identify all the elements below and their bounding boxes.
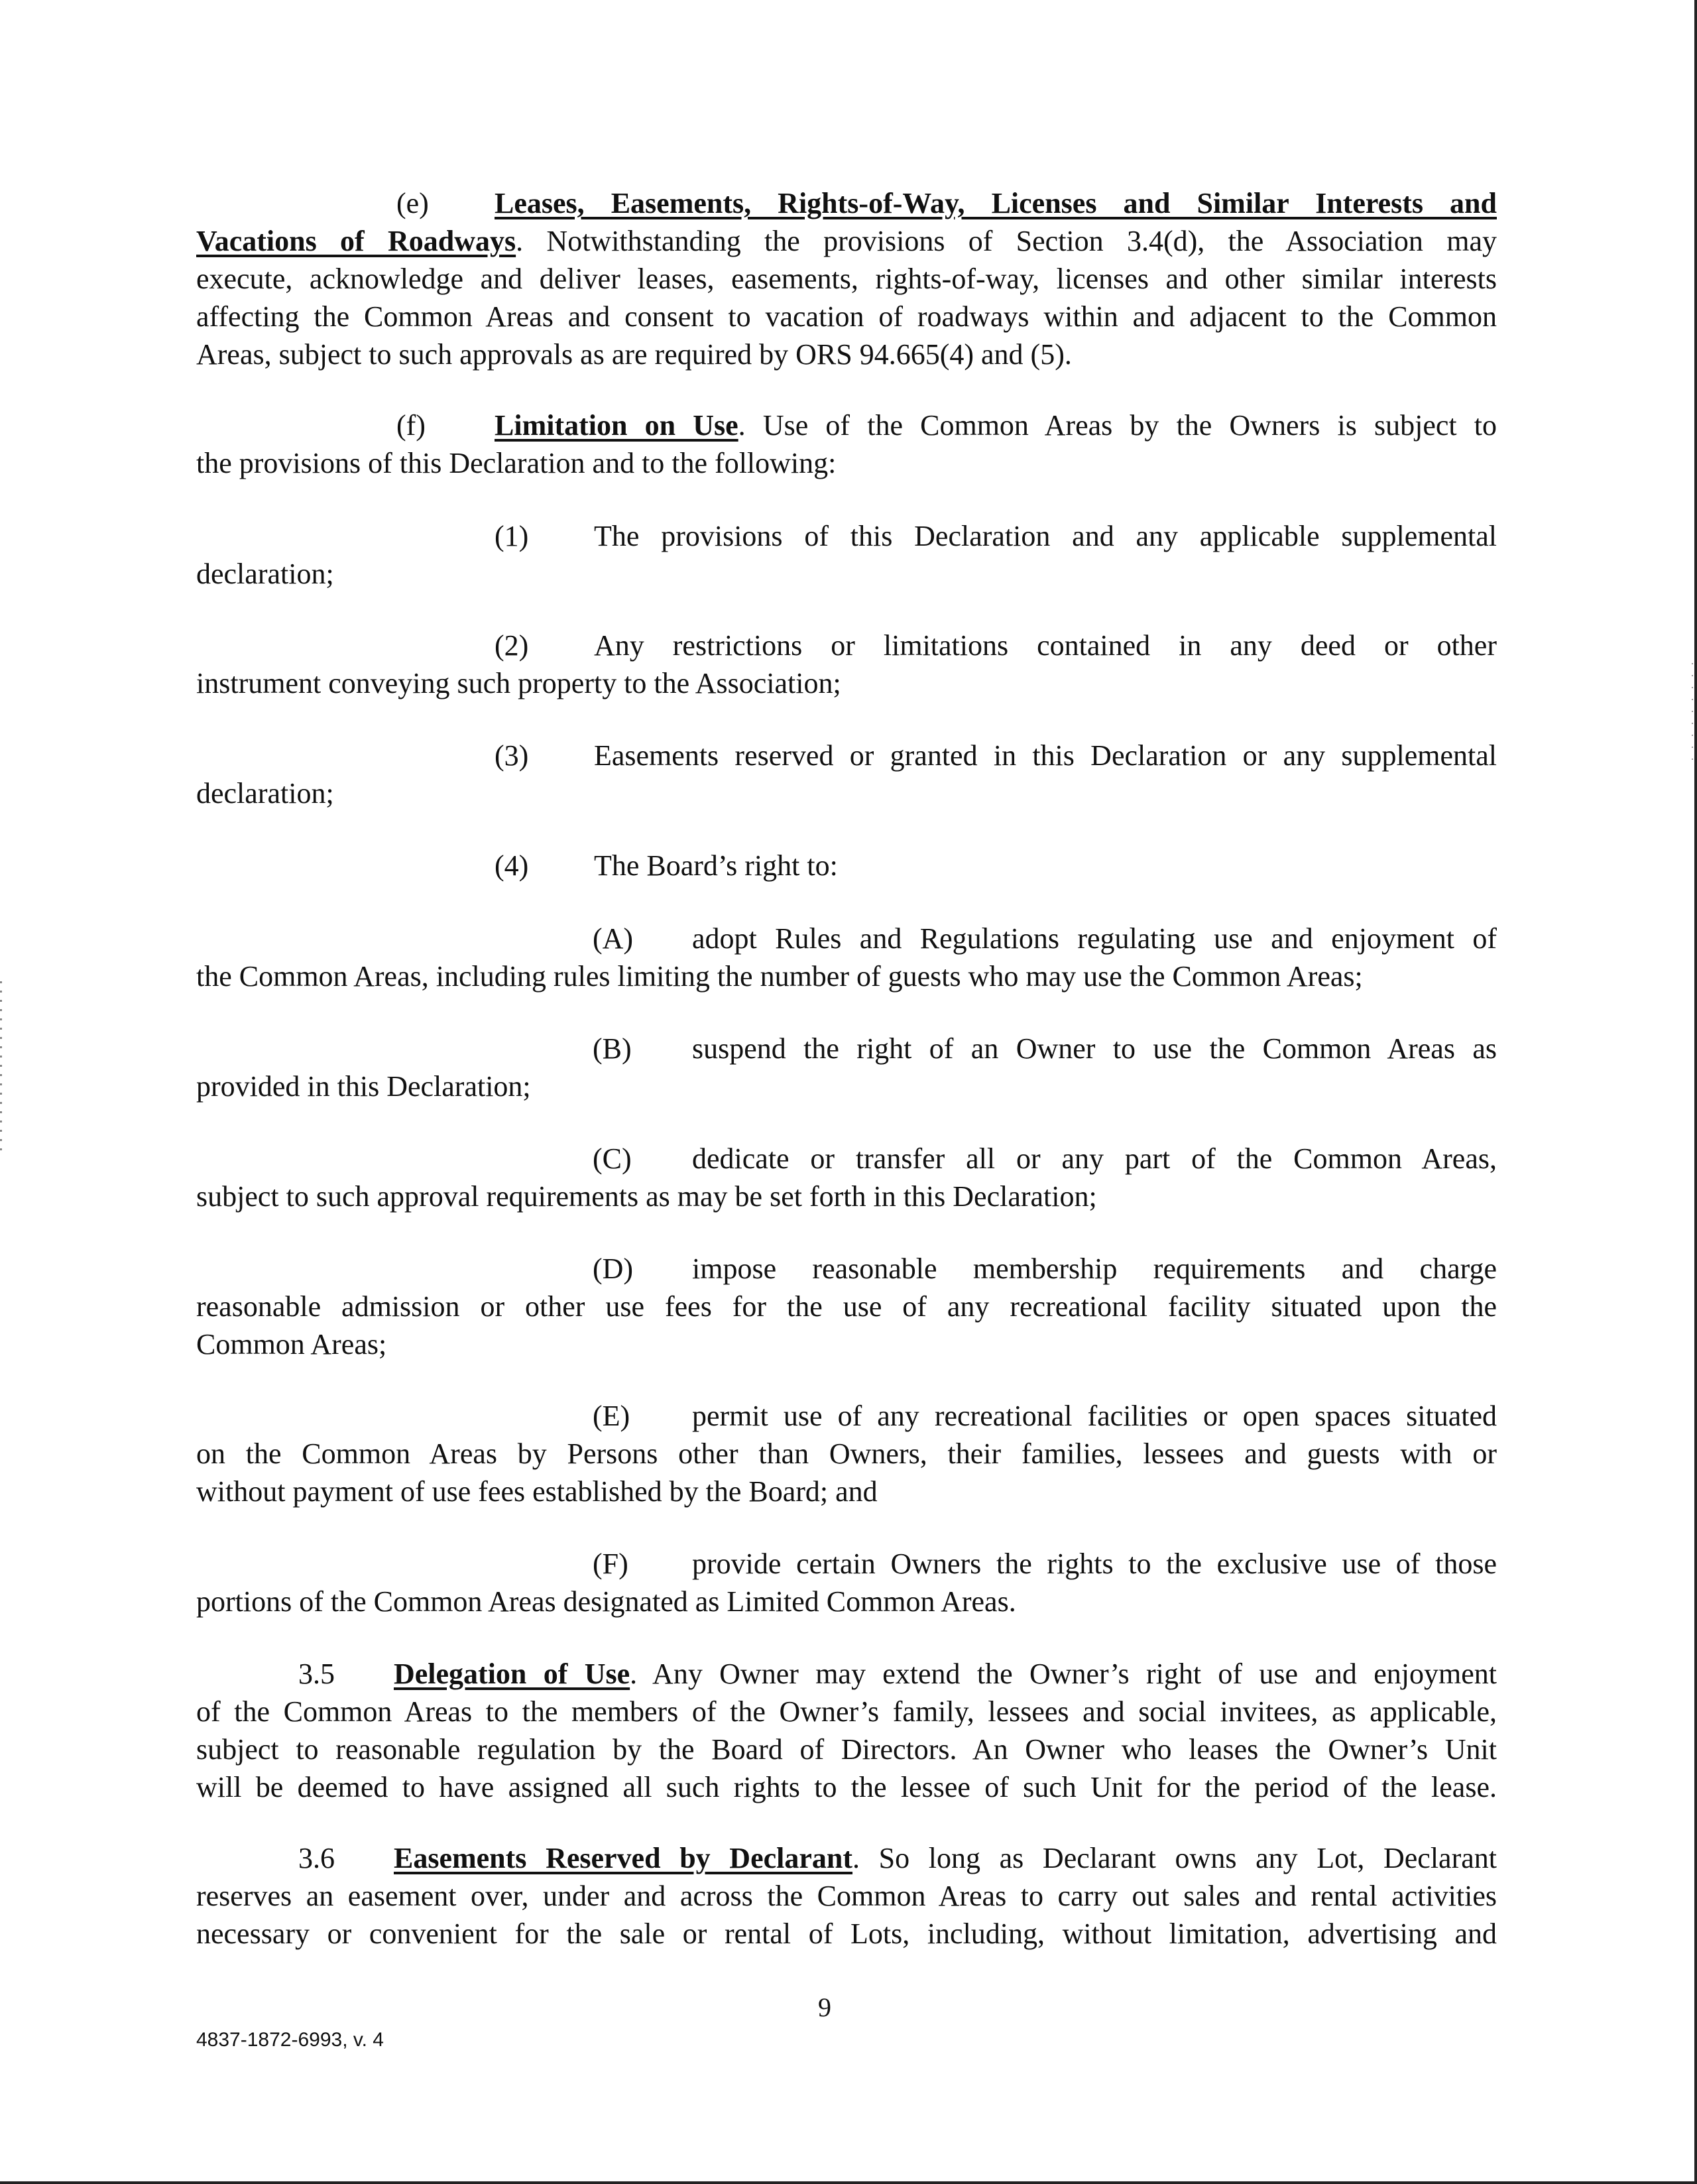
subitem-e-label: (E) bbox=[593, 1400, 630, 1432]
subitem-d-line-2: reasonable admission or other use fees for the use of any recreational facility situated upon the bbox=[196, 1290, 1497, 1323]
section-e bbox=[196, 184, 1497, 373]
section-e-text: . Notwithstanding the provisions of Section 3.4(d), the Association may bbox=[516, 225, 1497, 257]
subitem-c-label: (C) bbox=[593, 1142, 632, 1175]
subitem-f bbox=[196, 1545, 1497, 1620]
subitem-c-text: dedicate or transfer all or any part of the Common Areas, bbox=[692, 1142, 1497, 1175]
item-4-line-1 bbox=[196, 847, 1497, 884]
item-3-line-1 bbox=[196, 737, 1497, 774]
section-3-6-line-2: reserves an easement over, under and across the Common Areas to carry out sales and rental activities bbox=[196, 1880, 1497, 1912]
scan-edge-bottom bbox=[0, 2181, 1697, 2184]
section-e-line-4: affecting the Common Areas and consent to vacation of roadways within and adjacent to the Common bbox=[196, 300, 1497, 333]
scan-margin-marks-right bbox=[1692, 663, 1693, 769]
subitem-d bbox=[196, 1250, 1497, 1363]
item-2-text: Any restrictions or limitations contained in any deed or other bbox=[594, 629, 1497, 662]
section-3-5-text: . Any Owner may extend the Owner’s right of use and enjoyment bbox=[630, 1658, 1497, 1690]
section-3-5-heading: Delegation of Use bbox=[394, 1658, 630, 1690]
section-3-5-label: 3.5 bbox=[298, 1658, 335, 1690]
scan-edge-right bbox=[1694, 0, 1697, 2184]
subitem-a-line-1 bbox=[196, 920, 1497, 957]
subitem-b-line-2: provided in this Declaration; bbox=[196, 1070, 531, 1103]
subitem-e-line-2: on the Common Areas by Persons other than Owners, their families, lessees and guests with or bbox=[196, 1437, 1497, 1470]
section-e-line-1 bbox=[196, 184, 1497, 222]
item-3 bbox=[196, 737, 1497, 812]
item-2-line-1 bbox=[196, 627, 1497, 664]
subitem-c-line-1 bbox=[196, 1140, 1497, 1178]
item-1 bbox=[196, 517, 1497, 593]
item-3-label: (3) bbox=[495, 739, 529, 772]
item-1-text: The provisions of this Declaration and any applicable supplemental bbox=[594, 520, 1497, 552]
section-f-text: . Use of the Common Areas by the Owners is subject to bbox=[738, 409, 1497, 442]
subitem-d-line-3: Common Areas; bbox=[196, 1328, 387, 1361]
section-3-6-line-3: necessary or convenient for the sale or rental of Lots, including, without limitation, advertising and bbox=[196, 1917, 1497, 1950]
subitem-b-line-1 bbox=[196, 1030, 1497, 1067]
subitem-b-text: suspend the right of an Owner to use the Common Areas as bbox=[692, 1032, 1497, 1065]
section-3-6-text: . So long as Declarant owns any Lot, Declarant bbox=[852, 1842, 1497, 1874]
document-id: 4837-1872-6993, v. 4 bbox=[196, 2029, 384, 2051]
section-3-5-line-4: will be deemed to have assigned all such rights to the lessee of such Unit for the period of the lease. bbox=[196, 1771, 1497, 1803]
subitem-e-line-1 bbox=[196, 1397, 1497, 1435]
section-f-line-1 bbox=[196, 406, 1497, 444]
subitem-c bbox=[196, 1140, 1497, 1215]
subitem-c-line-2: subject to such approval requirements as may be set forth in this Declaration; bbox=[196, 1180, 1097, 1213]
scan-margin-marks bbox=[0, 981, 2, 1154]
item-4-label: (4) bbox=[495, 849, 529, 882]
page-number: 9 bbox=[818, 1992, 831, 2022]
subitem-e bbox=[196, 1397, 1497, 1510]
item-3-text: Easements reserved or granted in this Declaration or any supplemental bbox=[594, 739, 1497, 772]
section-f-label: (f) bbox=[396, 409, 426, 442]
section-3-5-line-2: of the Common Areas to the members of the Owner’s family, lessees and social invitees, as applicable, bbox=[196, 1695, 1497, 1728]
section-3-6-label: 3.6 bbox=[298, 1842, 335, 1874]
section-e-heading: Leases, Easements, Rights-of-Way, Licenses and Similar Interests and bbox=[495, 187, 1497, 219]
section-e-line-5: Areas, subject to such approvals as are required by ORS 94.665(4) and (5). bbox=[196, 338, 1072, 371]
section-3-5 bbox=[196, 1655, 1497, 1806]
subitem-f-line-2: portions of the Common Areas designated as Limited Common Areas. bbox=[196, 1585, 1016, 1618]
section-f-heading: Limitation on Use bbox=[495, 409, 738, 442]
section-e-label: (e) bbox=[396, 187, 429, 219]
subitem-d-text: impose reasonable membership requirements and charge bbox=[692, 1252, 1497, 1285]
subitem-a-text: adopt Rules and Regulations regulating use and enjoyment of bbox=[692, 922, 1497, 955]
item-1-line-1 bbox=[196, 517, 1497, 555]
subitem-a-line-2: the Common Areas, including rules limiting the number of guests who may use the Common Areas; bbox=[196, 960, 1363, 993]
item-2-label: (2) bbox=[495, 629, 529, 662]
item-2-line-2: instrument conveying such property to the Association; bbox=[196, 667, 841, 699]
item-1-line-2: declaration; bbox=[196, 558, 334, 590]
section-e-line-3: execute, acknowledge and deliver leases, easements, rights-of-way, licenses and other similar interests bbox=[196, 263, 1497, 295]
subitem-a-label: (A) bbox=[593, 922, 634, 955]
section-3-5-line-1 bbox=[196, 1655, 1497, 1693]
subitem-a bbox=[196, 920, 1497, 995]
subitem-f-label: (F) bbox=[593, 1547, 628, 1580]
section-3-6-heading: Easements Reserved by Declarant bbox=[394, 1842, 853, 1874]
section-3-6 bbox=[196, 1839, 1497, 1953]
subitem-f-text: provide certain Owners the rights to the exclusive use of those bbox=[692, 1547, 1497, 1580]
subitem-d-line-1 bbox=[196, 1250, 1497, 1288]
item-2 bbox=[196, 627, 1497, 702]
section-3-5-line-3: subject to reasonable regulation by the Board of Directors. An Owner who leases the Owner’s Unit bbox=[196, 1733, 1497, 1766]
item-4-text: The Board’s right to: bbox=[594, 849, 838, 882]
item-4 bbox=[196, 847, 1497, 884]
item-1-label: (1) bbox=[495, 520, 529, 552]
subitem-e-line-3: without payment of use fees established by the Board; and bbox=[196, 1475, 878, 1508]
subitem-f-line-1 bbox=[196, 1545, 1497, 1583]
section-f-line-2: the provisions of this Declaration and to the following: bbox=[196, 447, 837, 479]
item-3-line-2: declaration; bbox=[196, 777, 334, 810]
subitem-d-label: (D) bbox=[593, 1252, 634, 1285]
subitem-b bbox=[196, 1030, 1497, 1105]
section-f bbox=[196, 406, 1497, 482]
section-3-6-line-1 bbox=[196, 1839, 1497, 1877]
subitem-b-label: (B) bbox=[593, 1032, 632, 1065]
section-e-line-2 bbox=[196, 222, 1497, 260]
subitem-e-text: permit use of any recreational facilities or open spaces situated bbox=[692, 1400, 1497, 1432]
section-e-heading-cont: Vacations of Roadways bbox=[196, 225, 516, 257]
